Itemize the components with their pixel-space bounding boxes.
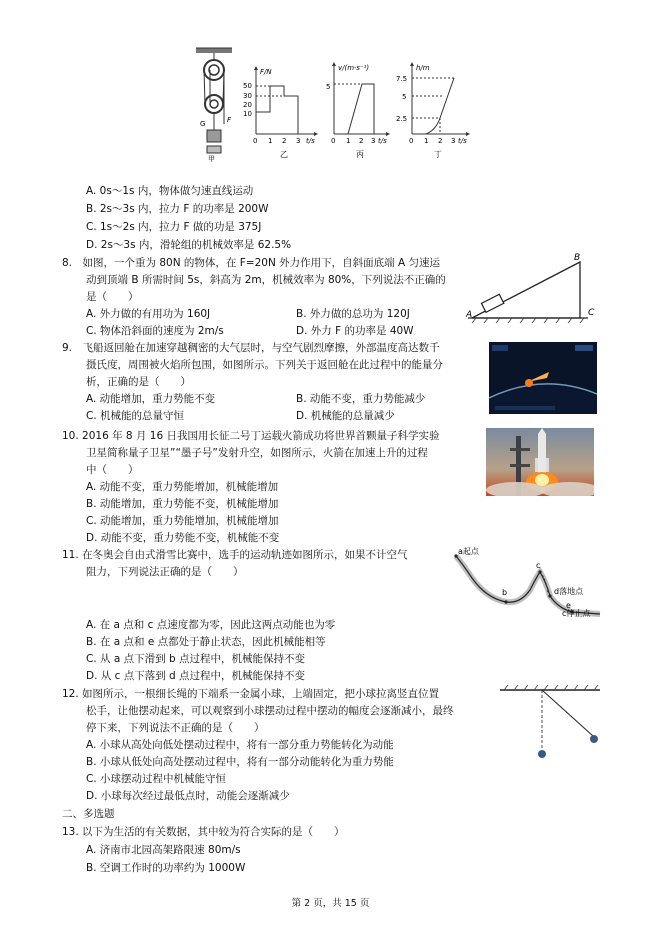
graph-bing-ytick: 5 bbox=[326, 83, 331, 91]
label-box: 甲 bbox=[208, 155, 215, 163]
q10-option-d: D. 动能不变，重力势能不变，机械能不变 bbox=[86, 532, 280, 544]
ski-label-a: a起点 bbox=[458, 547, 479, 556]
q11-option-d: D. 从 c 点下落到 d 点过程中，机械能保持不变 bbox=[86, 670, 306, 682]
graph-ding-xtick: 0 bbox=[409, 137, 414, 145]
graph-yi-xtick: 2 bbox=[282, 137, 287, 145]
q12-stem-line: 12. 如图所示，一根细长绳的下端系一金属小球，上端固定，把小球拉离竖直位置 bbox=[62, 688, 440, 700]
q8-option-d: D. 外力 F 的功率是 40W bbox=[296, 325, 414, 337]
q9-option-b: B. 动能不变，重力势能减少 bbox=[296, 393, 426, 405]
q8-option-b: B. 外力做的总功为 120J bbox=[296, 308, 410, 320]
graph-ding bbox=[410, 62, 470, 136]
q8-option-c: C. 物体沿斜面的速度为 2m/s bbox=[86, 325, 224, 337]
q12-option-b: B. 小球从低处向高处摆动过程中，将有一部分动能转化为重力势能 bbox=[86, 756, 394, 768]
q12-option-d: D. 小球每次经过最低点时，动能会逐渐减少 bbox=[86, 790, 290, 802]
q12-stem-line: 停下来，下列说法不正确的是（ ） bbox=[86, 722, 265, 734]
q11-option-b: B. 在 a 点和 e 点都处于静止状态，因此机械能相等 bbox=[86, 636, 326, 648]
pulley-system bbox=[196, 48, 232, 153]
graph-yi-ytick: 30 bbox=[243, 92, 252, 100]
label-G: G bbox=[200, 120, 206, 128]
q13-stem-line: 13. 以下为生活的有关数据，其中较为符合实际的是（ ） bbox=[62, 826, 345, 838]
incline-figure bbox=[462, 250, 602, 325]
graph-yi-ylabel: F/N bbox=[260, 68, 272, 76]
q9-option-d: D. 机械能的总量减少 bbox=[296, 410, 395, 422]
page-footer: 第 2 页，共 15 页 bbox=[291, 898, 370, 909]
ski-label-stop: c停止点 bbox=[562, 609, 591, 618]
q11-stem-line: 11. 在冬奥会自由式滑雪比赛中，选手的运动轨迹如图所示，如果不计空气 bbox=[62, 549, 408, 561]
graph-bing-xtick: 1 bbox=[346, 137, 351, 145]
graph-yi-xtick: 3 bbox=[296, 137, 301, 145]
q12-option-a: A. 小球从高处向低处摆动过程中，将有一部分重力势能转化为动能 bbox=[86, 739, 394, 751]
q11-option-a: A. 在 a 点和 c 点速度都为零，因此这两点动能也为零 bbox=[86, 619, 336, 631]
graph-yi-ytick: 20 bbox=[243, 101, 252, 109]
incline-label-C: C bbox=[588, 308, 595, 318]
graph-yi-xunit: t/s bbox=[306, 137, 315, 145]
q10-stem-line: 10. 2016 年 8 月 16 日我国用长征二号丁运载火箭成功将世界首颗量子科学实验 bbox=[62, 430, 440, 442]
q9-stem-line: 摄氏度，周围被火焰所包围，如图所示。下列关于返回舱在此过程中的能量分 bbox=[86, 359, 443, 371]
graph-ding-caption: 丁 bbox=[434, 150, 442, 159]
section-heading: 二、多选题 bbox=[62, 808, 115, 820]
incline-label-B: B bbox=[574, 253, 581, 263]
q9-stem-line: 9. 飞船返回舱在加速穿越稠密的大气层时，与空气剧烈摩擦，外部温度高达数千 bbox=[62, 342, 440, 354]
graph-ding-ylabel: h/m bbox=[416, 64, 430, 72]
q10-stem-line: 中（ ） bbox=[86, 464, 139, 476]
reentry-capsule-photo bbox=[489, 342, 597, 414]
graph-ding-xtick: 1 bbox=[424, 137, 429, 145]
q8-stem-line: 动到顶端 B 所需时间 5s，斜高为 2m，机械效率为 80%，下列说法不正确的 bbox=[86, 274, 446, 286]
graph-yi-ytick: 50 bbox=[243, 82, 252, 90]
q7-option-b: B. 2s～3s 内，拉力 F 的功率是 200W bbox=[86, 203, 269, 215]
graph-bing bbox=[332, 62, 390, 136]
q9-option-c: C. 机械能的总量守恒 bbox=[86, 410, 185, 422]
q10-stem-line: 卫星简称量子卫星”“墨子号”发射升空，如图所示，火箭在加速上升的过程 bbox=[86, 447, 428, 459]
q7-option-c: C. 1s～2s 内，拉力 F 做的功是 375J bbox=[86, 221, 262, 233]
q10-option-c: C. 动能增加，重力势能增加，机械能增加 bbox=[86, 515, 279, 527]
rocket-launch-photo bbox=[486, 428, 594, 496]
q7-option-a: A. 0s～1s 内，物体做匀速直线运动 bbox=[86, 185, 254, 197]
q13-option-a: A. 济南市北园高架路限速 80m/s bbox=[86, 844, 241, 856]
pendulum-figure bbox=[496, 684, 606, 762]
q11-option-c: C. 从 a 点下滑到 b 点过程中，机械能保持不变 bbox=[86, 653, 305, 665]
q8-option-a: A. 外力做的有用功为 160J bbox=[86, 308, 211, 320]
graph-ding-xtick: 2 bbox=[438, 137, 443, 145]
graph-bing-caption: 丙 bbox=[356, 150, 364, 159]
q8-stem-line: 8. 如图，一个重为 80N 的物体，在 F=20N 外力作用下，自斜面底端 A 匀速运 bbox=[62, 257, 440, 269]
q8-stem-line: 是（ ） bbox=[86, 291, 139, 303]
top-figure bbox=[190, 44, 480, 164]
ski-label-e: e bbox=[566, 601, 571, 610]
ski-track-figure bbox=[450, 544, 610, 624]
graph-ding-ytick: 2.5 bbox=[396, 115, 408, 123]
graph-ding-xunit: t/s bbox=[458, 137, 467, 145]
ski-label-d: d落地点 bbox=[554, 587, 584, 596]
q9-stem-line: 析，正确的是（ ） bbox=[86, 376, 191, 388]
q10-option-b: B. 动能增加，重力势能不变，机械能增加 bbox=[86, 498, 279, 510]
tv-logo bbox=[492, 345, 508, 351]
graph-yi bbox=[254, 66, 318, 136]
ski-label-c: c bbox=[536, 561, 541, 570]
graph-yi-xtick: 1 bbox=[268, 137, 273, 145]
graph-yi-ytick: 10 bbox=[243, 110, 252, 118]
graph-bing-ylabel: v/(m·s⁻¹) bbox=[338, 64, 370, 72]
graph-yi-caption: 乙 bbox=[280, 150, 288, 159]
incline-hatch bbox=[472, 318, 584, 323]
graph-bing-xtick: 2 bbox=[359, 137, 364, 145]
label-F: F bbox=[227, 116, 232, 124]
q11-stem-line: 阻力，下列说法正确的是（ ） bbox=[86, 566, 244, 578]
graph-ding-ytick: 5 bbox=[402, 93, 407, 101]
q12-option-c: C. 小球摆动过程中机械能守恒 bbox=[86, 773, 227, 785]
graph-bing-xtick: 3 bbox=[371, 137, 376, 145]
graph-bing-xunit: t/s bbox=[378, 137, 387, 145]
q10-option-a: A. 动能不变，重力势能增加，机械能增加 bbox=[86, 481, 279, 493]
graph-yi-xtick: 0 bbox=[253, 137, 258, 145]
q9-option-a: A. 动能增加，重力势能不变 bbox=[86, 393, 216, 405]
q13-option-b: B. 空调工作时的功率约为 1000W bbox=[86, 862, 246, 874]
q12-stem-line: 松手，让他摆动起来，可以观察到小球摆动过程中摆动的幅度会逐渐减小，最终 bbox=[86, 705, 454, 717]
q7-option-d: D. 2s～3s 内，滑轮组的机械效率是 62.5% bbox=[86, 239, 292, 251]
graph-ding-ytick: 7.5 bbox=[396, 75, 408, 83]
incline-block bbox=[481, 294, 503, 312]
ski-label-b: b bbox=[502, 588, 508, 597]
graph-bing-xtick: 0 bbox=[331, 137, 336, 145]
graph-ding-xtick: 3 bbox=[451, 137, 456, 145]
incline-label-A: A bbox=[466, 310, 473, 320]
